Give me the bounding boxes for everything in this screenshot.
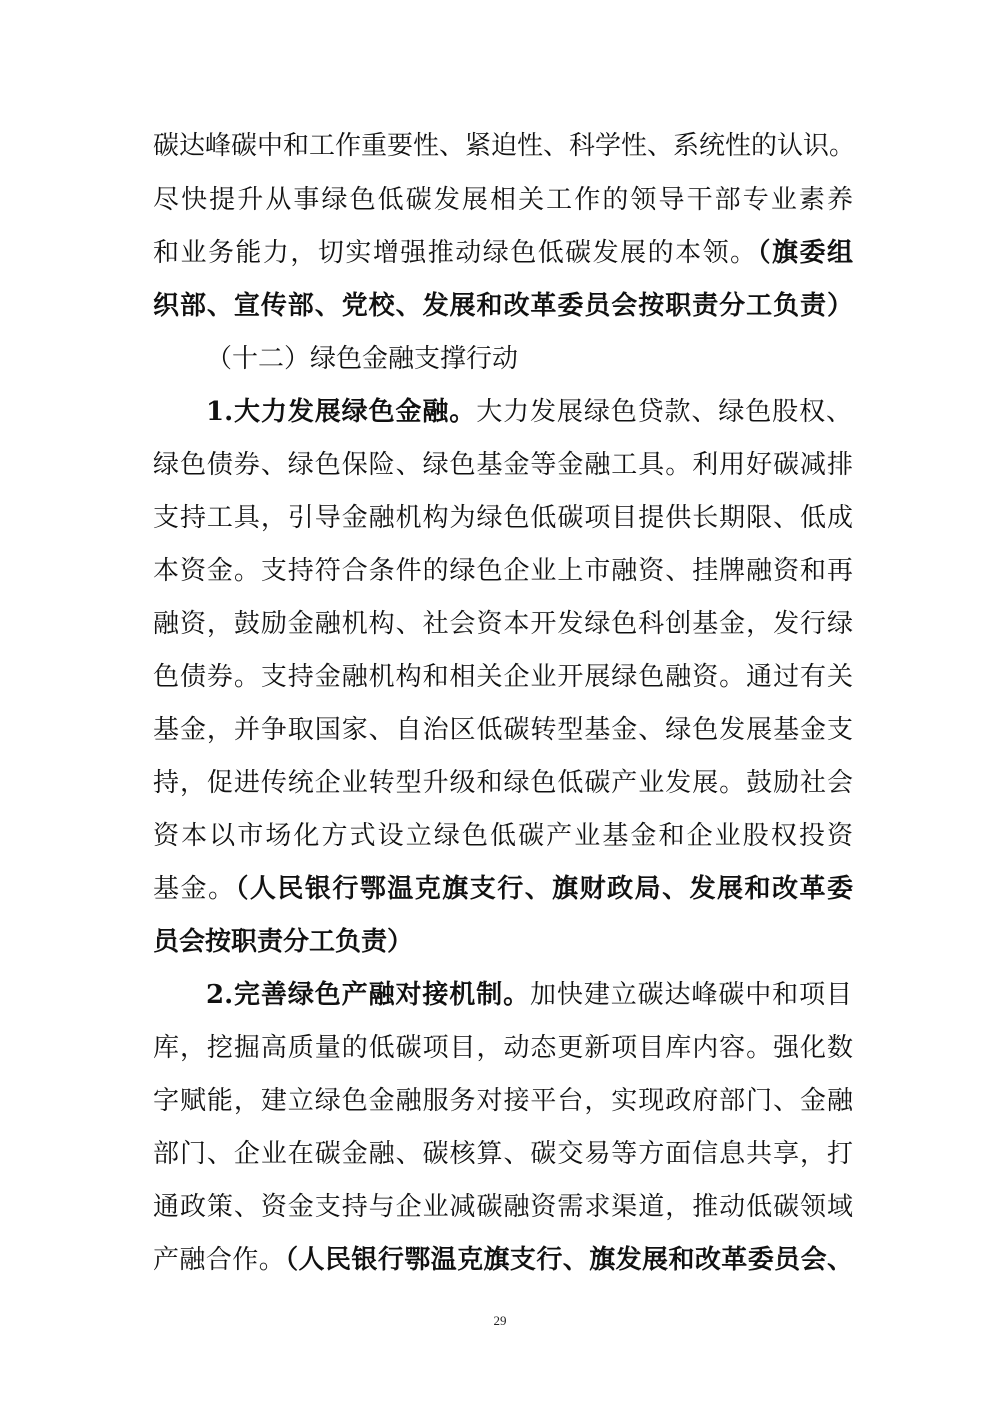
text-segment: 资本以市场化方式设立绿色低碳产业基金和企业股权投资 xyxy=(153,821,853,851)
text-segment: 基金，并争取国家、自治区低碳转型基金、绿色发展基金支 xyxy=(153,715,853,745)
text-line xyxy=(153,1134,853,1174)
text-line xyxy=(153,445,853,485)
text-line xyxy=(153,710,853,750)
text-segment: 支持工具，引导金融机构为绿色低碳项目提供长期限、低成 xyxy=(153,503,853,533)
text-segment: 库，挖掘高质量的低碳项目，动态更新项目库内容。强化数 xyxy=(153,1033,853,1063)
text-segment: 大力发展绿色贷款、绿色股权、 xyxy=(476,397,852,427)
text-line xyxy=(153,126,856,166)
text-line xyxy=(153,922,853,962)
text-line xyxy=(153,180,853,220)
item-heading: 2.完善绿色产融对接机制。 xyxy=(206,980,531,1010)
text-segment: 色债券。支持金融机构和相关企业开展绿色融资。通过有关 xyxy=(153,662,853,692)
text-line xyxy=(206,975,852,1015)
responsibility-note: 员会按职责分工负责） xyxy=(153,927,414,957)
text-line xyxy=(153,498,853,538)
text-segment: 加快建立碳达峰碳中和项目 xyxy=(530,980,852,1010)
responsibility-note: 织部、宣传部、党校、发展和改革委员会按职责分工负责） xyxy=(153,291,853,321)
text-segment: 持，促进传统企业转型升级和绿色低碳产业发展。鼓励社会 xyxy=(153,768,853,798)
text-segment: 本资金。支持符合条件的绿色企业上市融资、挂牌融资和再 xyxy=(153,556,853,586)
section-heading xyxy=(206,339,852,379)
text-line xyxy=(153,1028,853,1068)
text-segment: 尽快提升从事绿色低碳发展相关工作的领导干部专业素养 xyxy=(153,185,853,215)
item-heading: 1.大力发展绿色金融。 xyxy=(206,397,477,427)
text-segment: 字赋能，建立绿色金融服务对接平台，实现政府部门、金融 xyxy=(153,1086,853,1116)
text-line xyxy=(153,657,853,697)
text-line xyxy=(153,551,853,591)
text-segment: 和业务能力，切实增强推动绿色低碳发展的本领。 xyxy=(153,238,758,268)
text-line xyxy=(153,1240,853,1280)
text-segment: 部门、企业在碳金融、碳核算、碳交易等方面信息共享，打 xyxy=(153,1139,853,1169)
text-segment: 基金。 xyxy=(153,874,236,904)
text-line xyxy=(153,604,853,644)
responsibility-note: （人民银行鄂温克旗支行、旗财政局、发展和改革委 xyxy=(235,874,853,904)
text-line xyxy=(153,286,853,326)
text-line xyxy=(153,233,853,273)
text-segment: 绿色债券、绿色保险、绿色基金等金融工具。利用好碳减排 xyxy=(153,450,853,480)
responsibility-note: （旗委组 xyxy=(757,238,853,268)
text-line xyxy=(206,392,852,432)
text-line xyxy=(153,816,853,856)
text-line xyxy=(153,1187,853,1227)
text-line xyxy=(153,763,853,803)
text-segment: 碳达峰碳中和工作重要性、紧迫性、科学性、系统性的认识。 xyxy=(153,131,856,161)
text-segment: 融资，鼓励金融机构、社会资本开发绿色科创基金，发行绿 xyxy=(153,609,853,639)
text-line xyxy=(153,1081,853,1121)
text-line xyxy=(153,869,853,909)
text-segment: 通政策、资金支持与企业减碳融资需求渠道，推动低碳领域 xyxy=(153,1192,853,1222)
responsibility-note: （人民银行鄂温克旗支行、旗发展和改革委员会、 xyxy=(285,1245,853,1275)
page-number: 29 xyxy=(493,1313,507,1328)
text-segment: 产融合作。 xyxy=(153,1245,286,1275)
section-heading-text: （十二）绿色金融支撑行动 xyxy=(206,344,519,374)
